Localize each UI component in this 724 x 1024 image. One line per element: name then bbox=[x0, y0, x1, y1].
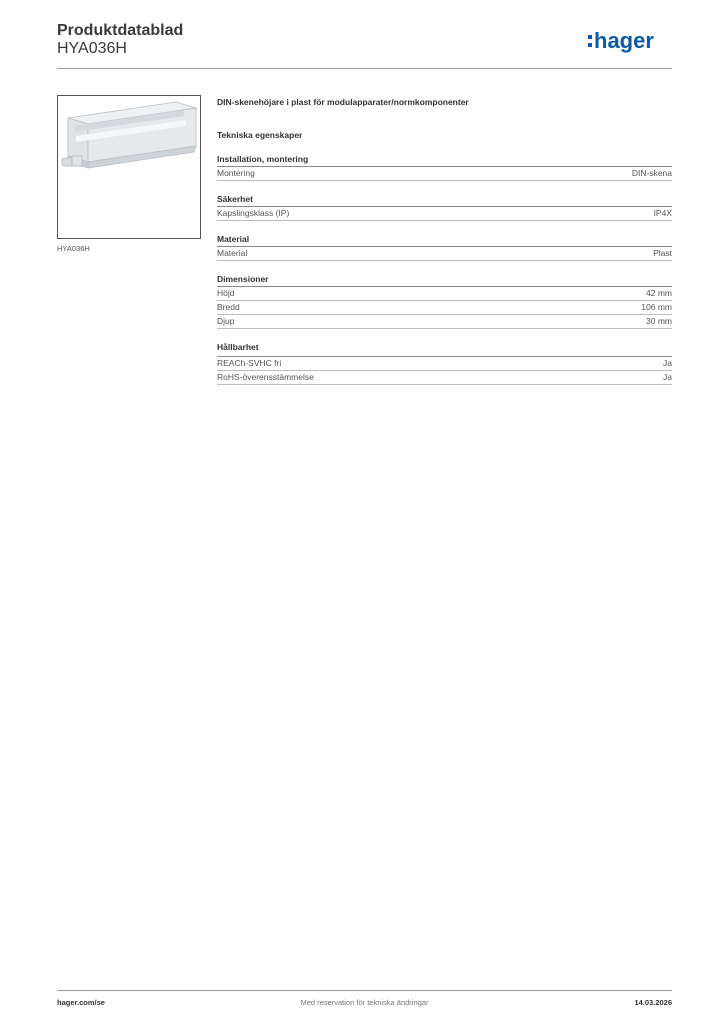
spec-row bbox=[217, 315, 672, 329]
page-header bbox=[57, 22, 672, 68]
group-title: Säkerhet bbox=[217, 194, 672, 207]
footer-date: 14.03.2026 bbox=[634, 998, 672, 1007]
group-title: Hållbarhet bbox=[217, 342, 672, 357]
logo-wordmark: hager bbox=[594, 28, 654, 53]
group-title: Installation, montering bbox=[217, 154, 672, 167]
header-divider bbox=[57, 68, 672, 69]
spec-row bbox=[217, 301, 672, 315]
spec-value: 30 mm bbox=[646, 316, 672, 326]
spec-row bbox=[217, 207, 672, 221]
product-description: DIN-skenehöjare i plast för modulapparater/normkomponenter bbox=[217, 97, 469, 107]
hager-logo bbox=[588, 26, 672, 56]
spec-group-safety bbox=[217, 194, 672, 221]
group-title: Material bbox=[217, 234, 672, 247]
page-footer bbox=[57, 998, 672, 1010]
spec-label: RoHS-överensstämmelse bbox=[217, 372, 314, 382]
spec-row bbox=[217, 247, 672, 261]
document-title: Produktdatablad bbox=[57, 22, 184, 39]
spec-row bbox=[217, 287, 672, 301]
spec-label: Bredd bbox=[217, 302, 240, 312]
product-image bbox=[57, 95, 201, 239]
spec-label: Kapslingsklass (IP) bbox=[217, 208, 290, 218]
footer-website-link[interactable]: hager.com/se bbox=[57, 998, 105, 1007]
spec-group-material bbox=[217, 234, 672, 261]
image-caption: HYA036H bbox=[57, 244, 90, 253]
spec-group-dimensions bbox=[217, 274, 672, 329]
spec-group-installation bbox=[217, 154, 672, 181]
footer-disclaimer: Med reservation för tekniska ändringar bbox=[300, 998, 429, 1007]
spec-content bbox=[217, 96, 672, 385]
spec-value: 42 mm bbox=[646, 288, 672, 298]
spec-row bbox=[217, 357, 672, 371]
din-rail-riser-illustration bbox=[58, 96, 200, 238]
spec-value: Plast bbox=[653, 248, 672, 258]
spec-label: Montering bbox=[217, 168, 255, 178]
product-code: HYA036H bbox=[57, 40, 127, 57]
spec-label: Djup bbox=[217, 316, 235, 326]
footer-divider bbox=[57, 990, 672, 991]
spec-label: REACh-SVHC fri bbox=[217, 358, 282, 368]
spec-value: IP4X bbox=[653, 208, 672, 218]
spec-group-sustainability bbox=[217, 342, 672, 385]
spec-value: 106 mm bbox=[641, 302, 672, 312]
group-title: Dimensioner bbox=[217, 274, 672, 287]
spec-value: Ja bbox=[663, 358, 672, 368]
spec-label: Höjd bbox=[217, 288, 235, 298]
section-title: Tekniska egenskaper bbox=[217, 130, 303, 140]
spec-value: DIN-skena bbox=[631, 168, 672, 178]
spec-row bbox=[217, 167, 672, 181]
spec-label: Material bbox=[217, 248, 248, 258]
spec-value: Ja bbox=[663, 372, 672, 382]
spec-row bbox=[217, 371, 672, 385]
